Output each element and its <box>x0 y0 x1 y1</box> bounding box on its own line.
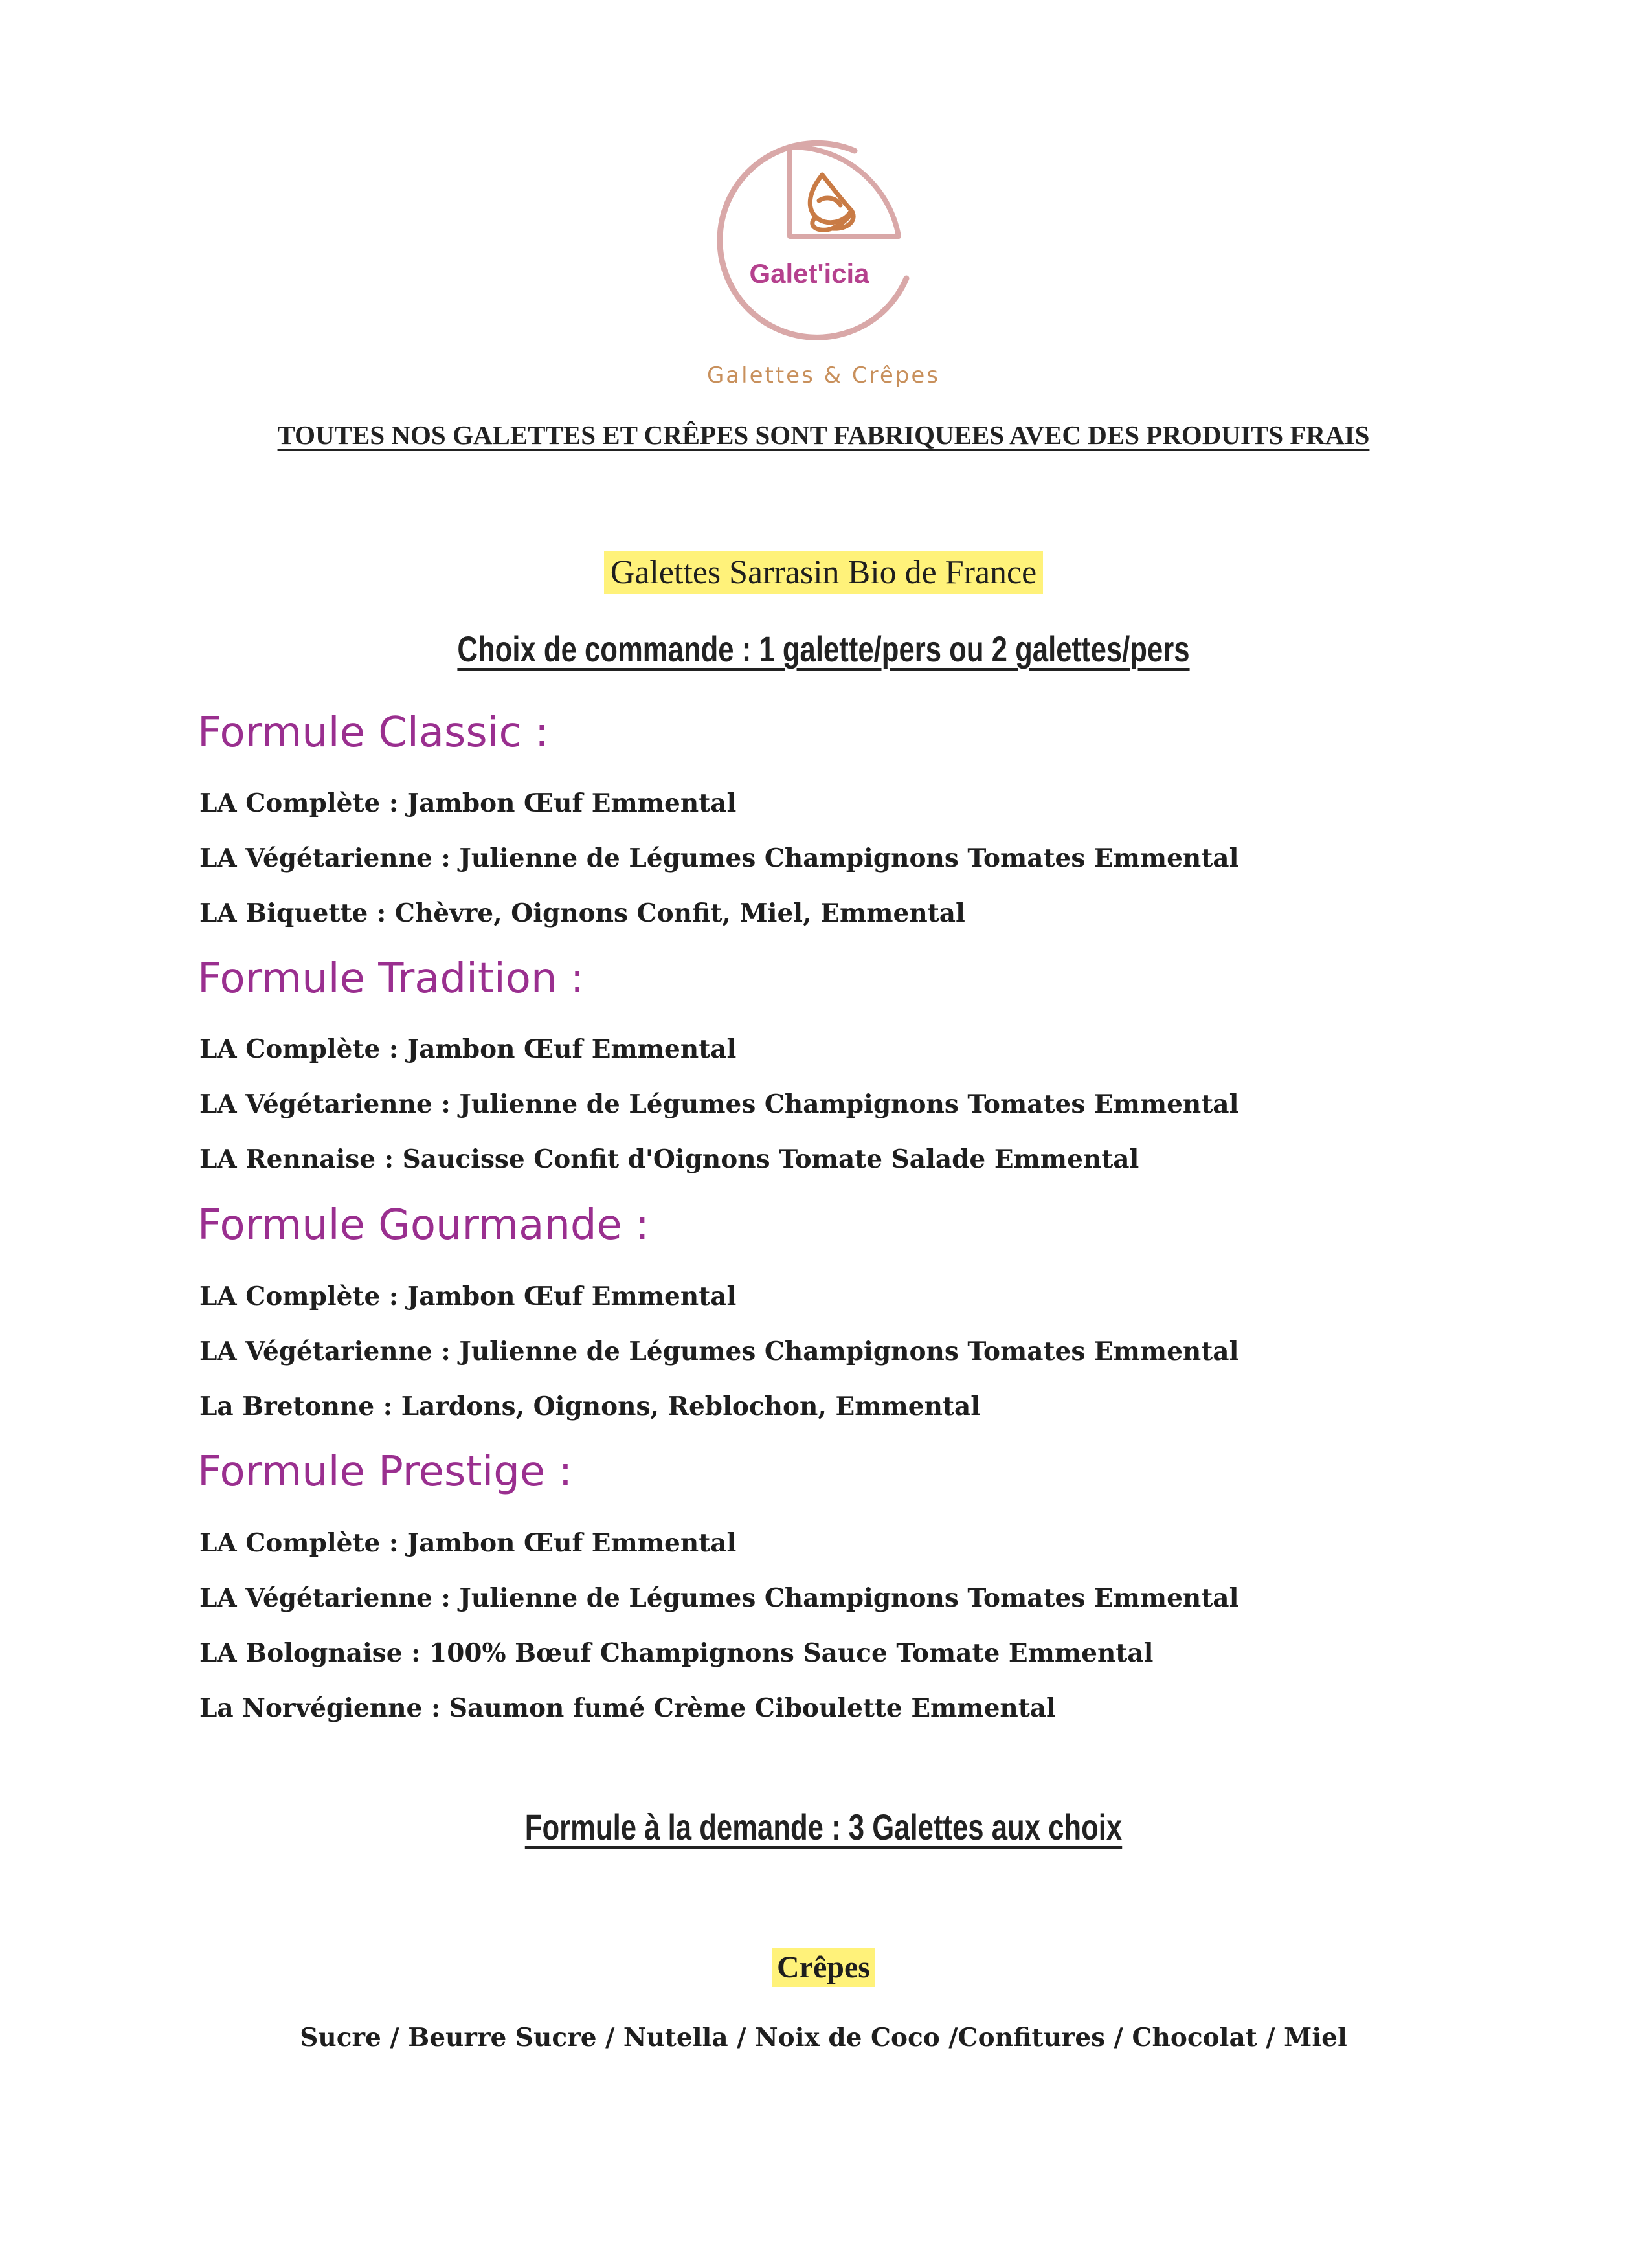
logo-ring <box>720 143 906 337</box>
galettes-section-title <box>0 553 1647 592</box>
formula-item: La Norvégienne : Saumon fumé Crème Ciboulette Emmental <box>199 1693 1056 1723</box>
galettes-title-text: Galettes Sarrasin Bio de France <box>604 551 1043 594</box>
order-choice-heading: Choix de commande : 1 galette/pers ou 2 galettes/pers <box>457 628 1190 669</box>
formula-item: LA Végétarienne : Julienne de Légumes Champignons Tomates Emmental <box>199 1089 1239 1119</box>
formula-item: LA Biquette : Chèvre, Oignons Confit, Miel, Emmental <box>199 898 965 928</box>
formula-item: La Bretonne : Lardons, Oignons, Reblochon, Emmental <box>199 1392 981 1421</box>
formula-classic-title: Formule Classic : <box>197 709 549 757</box>
formula-tradition-title: Formule Tradition : <box>197 955 585 1003</box>
logo-brand-name: Galet'icia <box>749 258 869 289</box>
brand-subtitle: Galettes & Crêpes <box>706 362 941 388</box>
formula-item: LA Végétarienne : Julienne de Légumes Champignons Tomates Emmental <box>199 843 1239 873</box>
galeticia-logo <box>693 139 926 353</box>
crepes-title-text: Crêpes <box>772 1948 875 1987</box>
formula-item: LA Complète : Jambon Œuf Emmental <box>199 1034 737 1064</box>
formula-gourmande-title: Formule Gourmande : <box>197 1201 649 1249</box>
formula-item: LA Complète : Jambon Œuf Emmental <box>199 788 737 818</box>
formula-item: LA Végétarienne : Julienne de Légumes Champignons Tomates Emmental <box>199 1337 1239 1366</box>
formula-prestige-title: Formule Prestige : <box>197 1448 573 1496</box>
formula-item: LA Rennaise : Saucisse Confit d'Oignons Tomate Salade Emmental <box>199 1144 1139 1174</box>
formula-item: LA Complète : Jambon Œuf Emmental <box>199 1282 737 1311</box>
formula-item: LA Complète : Jambon Œuf Emmental <box>199 1528 737 1558</box>
triquetra-icon <box>810 175 853 230</box>
demand-formula-heading: Formule à la demande : 3 Galettes aux choix <box>524 1807 1123 1847</box>
crepes-list: Sucre / Beurre Sucre / Nutella / Noix de Coco /Confitures / Chocolat / Miel <box>300 2023 1347 2052</box>
formula-item: LA Bolognaise : 100% Bœuf Champignons Sauce Tomate Emmental <box>199 1638 1154 1668</box>
crepes-section-title <box>0 1950 1647 1985</box>
fresh-products-headline: TOUTES NOS GALETTES ET CRÊPES SONT FABRIQUEES AVEC DES PRODUITS FRAIS <box>277 420 1370 450</box>
formula-item: LA Végétarienne : Julienne de Légumes Champignons Tomates Emmental <box>199 1583 1239 1613</box>
